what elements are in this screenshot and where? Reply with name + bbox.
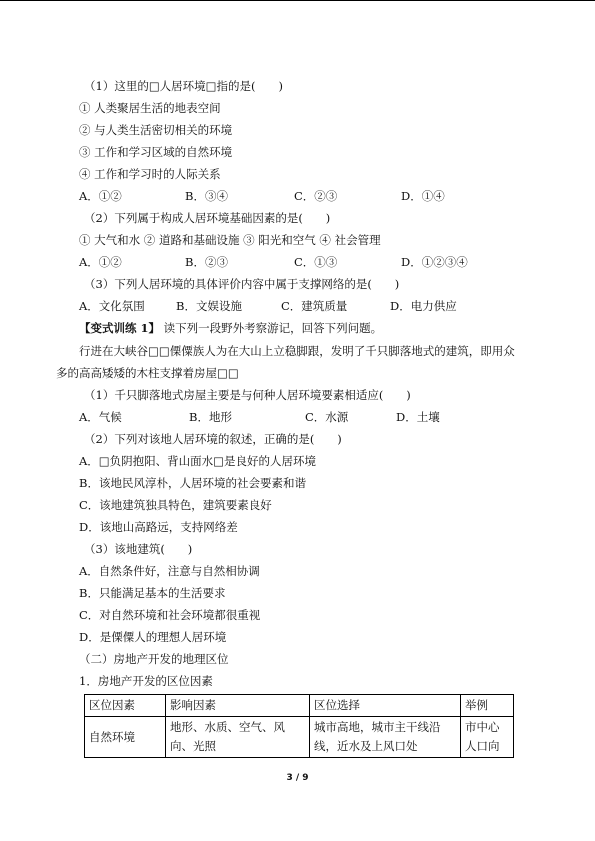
table-header-cell: 区位选择 bbox=[310, 695, 461, 717]
q1-option-c: C．②③ bbox=[294, 189, 338, 203]
location-factor-table bbox=[84, 694, 514, 758]
table-header-row bbox=[85, 695, 514, 717]
q1-option-b: B．③④ bbox=[185, 189, 228, 203]
q2-items: ① 大气和水 ② 道路和基础设施 ③ 阳光和空气 ④ 社会管理 bbox=[79, 233, 381, 247]
q1-item-3: ③ 工作和学习区域的自然环境 bbox=[79, 145, 233, 159]
cell-line: 向、光照 bbox=[170, 739, 216, 753]
variant-intro: 读下列一段野外考察游记，回答下列问题。 bbox=[163, 321, 383, 335]
table-cell-choice bbox=[310, 717, 461, 758]
table-cell-factor: 自然环境 bbox=[85, 717, 166, 758]
q2-option-a: A．①② bbox=[79, 255, 122, 269]
q2-option-d: D．①②③④ bbox=[401, 255, 468, 269]
variant-heading: 【变式训练 1】 bbox=[79, 321, 161, 335]
passage-line-1: 行进在大峡谷□□傈僳族人为在大山上立稳脚跟，发明了千只脚落地式的建筑，即用众 bbox=[79, 344, 515, 358]
table-row bbox=[85, 717, 514, 758]
cell-line: 市中心 bbox=[465, 720, 500, 734]
vq1-option-c: C．水源 bbox=[305, 410, 349, 424]
q1-option-a: A．①② bbox=[79, 189, 122, 203]
section-title: （二）房地产开发的地理区位 bbox=[79, 652, 229, 666]
table-header-cell: 影响因素 bbox=[166, 695, 310, 717]
q2-option-c: C．①③ bbox=[294, 255, 338, 269]
vq3-option-d: D．是傈僳人的理想人居环境 bbox=[79, 630, 227, 644]
q1-option-d: D．①④ bbox=[401, 189, 445, 203]
q2-option-b: B．②③ bbox=[185, 255, 228, 269]
vq2-stem: （2）下列对该地人居环境的叙述，正确的是( ) bbox=[84, 432, 342, 446]
q3-option-d: D．电力供应 bbox=[390, 299, 457, 313]
vq2-option-a: A．□负阴抱阳、背山面水□是良好的人居环境 bbox=[79, 454, 317, 468]
table-cell-example bbox=[461, 717, 514, 758]
cell-line: 人口向 bbox=[465, 739, 500, 753]
cell-line: 城市高地，城市主干线沿 bbox=[314, 720, 441, 734]
vq2-option-c: C．该地建筑独具特色，建筑要素良好 bbox=[79, 498, 272, 512]
table-header-cell: 区位因素 bbox=[85, 695, 166, 717]
q1-item-1: ① 人类聚居生活的地表空间 bbox=[79, 101, 221, 115]
q1-item-4: ④ 工作和学习时的人际关系 bbox=[79, 167, 221, 181]
q1-item-2: ② 与人类生活密切相关的环境 bbox=[79, 123, 233, 137]
vq3-option-a: A．自然条件好，注意与自然相协调 bbox=[79, 564, 260, 578]
cell-line: 地形、水质、空气、风 bbox=[170, 720, 285, 734]
q1-stem: （1）这里的□人居环境□指的是( ) bbox=[84, 79, 284, 93]
vq1-option-a: A．气候 bbox=[79, 410, 122, 424]
table-cell-influence bbox=[166, 717, 310, 758]
passage-line-2: 多的高高矮矮的木柱支撑着房屋□□ bbox=[56, 366, 239, 380]
vq3-option-b: B．只能满足基本的生活要求 bbox=[79, 586, 226, 600]
q3-stem: （3）下列人居环境的具体评价内容中属于支撑网络的是( ) bbox=[84, 277, 400, 291]
variant-heading-line bbox=[79, 321, 382, 335]
q3-option-a: A．文化氛围 bbox=[79, 299, 145, 313]
q3-option-c: C．建筑质量 bbox=[281, 299, 348, 313]
cell-line: 线，近水及上风口处 bbox=[314, 739, 418, 753]
vq1-stem: （1）千只脚落地式房屋主要是与何种人居环境要素相适应( ) bbox=[84, 388, 411, 402]
vq2-option-d: D．该地山高路远，支持网络差 bbox=[79, 520, 238, 534]
vq3-stem: （3）该地建筑( ) bbox=[84, 542, 193, 556]
q3-option-b: B．文娱设施 bbox=[176, 299, 242, 313]
section-subtitle: 1．房地产开发的区位因素 bbox=[79, 674, 213, 688]
vq2-option-b: B．该地民风淳朴，人居环境的社会要素和谐 bbox=[79, 476, 306, 490]
q2-stem: （2）下列属于构成人居环境基础因素的是( ) bbox=[84, 211, 331, 225]
page-number: 3 / 9 bbox=[286, 773, 309, 783]
vq3-option-c: C．对自然环境和社会环境都很重视 bbox=[79, 608, 261, 622]
table-header-cell: 举例 bbox=[461, 695, 514, 717]
vq1-option-d: D．土壤 bbox=[396, 410, 440, 424]
vq1-option-b: B．地形 bbox=[189, 410, 232, 424]
